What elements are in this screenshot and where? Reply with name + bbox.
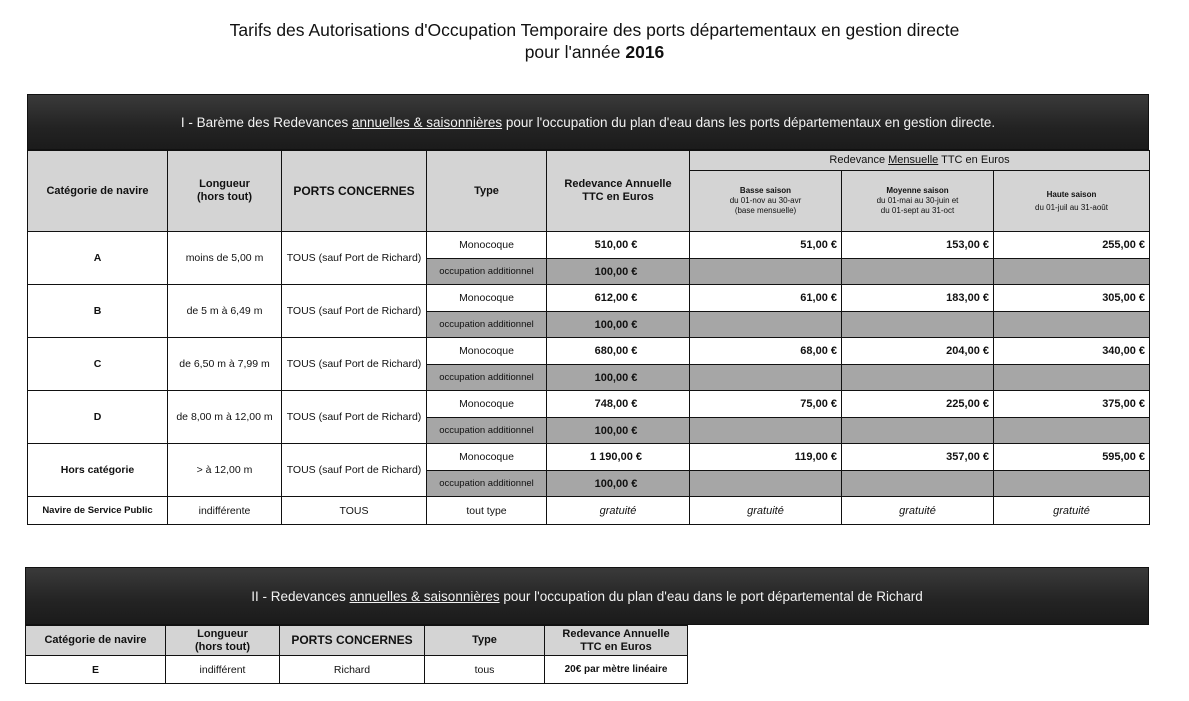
section2-banner — [25, 567, 1149, 625]
row-occ-empty — [994, 471, 1150, 497]
row-longueur: de 5 m à 6,49 m — [168, 285, 282, 338]
table-row — [28, 391, 1150, 418]
header-haute-l1: du 01-juil au 31-août — [1035, 202, 1108, 212]
section1-banner — [27, 94, 1149, 150]
s2-header-longueur-l2: (hors tout) — [195, 640, 250, 653]
row-haute: 595,00 € — [994, 444, 1150, 471]
row-basse: 68,00 € — [690, 338, 842, 365]
table-row — [28, 338, 1150, 365]
row-occ-type: occupation additionnel — [427, 312, 547, 338]
header-basse-title: Basse saison — [739, 186, 792, 195]
public-annuelle: gratuité — [547, 497, 690, 525]
header-mensuelle — [690, 151, 1150, 171]
row-annuelle: 748,00 € — [547, 391, 690, 418]
row-occ-type: occupation additionnel — [427, 365, 547, 391]
row-haute: 255,00 € — [994, 232, 1150, 259]
row-categorie: Hors catégorie — [28, 444, 168, 497]
s2-header-longueur — [166, 626, 280, 656]
public-longueur: indifférente — [168, 497, 282, 525]
row-occ-empty — [690, 259, 842, 285]
row-moyenne: 225,00 € — [842, 391, 994, 418]
header-moyenne-l1: du 01-mai au 30-juin et — [876, 196, 959, 205]
row-occ-empty — [690, 312, 842, 338]
row-ports: TOUS (sauf Port de Richard) — [282, 232, 427, 285]
s2-header-annuelle-l1: Redevance Annuelle — [562, 627, 670, 640]
header-annuelle-l1: Redevance Annuelle — [564, 178, 672, 190]
row-occ-type: occupation additionnel — [427, 418, 547, 444]
row-annuelle: 510,00 € — [547, 232, 690, 259]
row-type: Monocoque — [427, 285, 547, 312]
row-ports: TOUS (sauf Port de Richard) — [282, 338, 427, 391]
s2-header-ports: PORTS CONCERNES — [280, 626, 425, 656]
row-occ-empty — [994, 365, 1150, 391]
header-basse-l2: (base mensuelle) — [734, 206, 797, 215]
table-row-public — [28, 497, 1150, 525]
s2-row-ports: Richard — [280, 656, 425, 684]
section2-banner-suffix: pour l'occupation du plan d'eau dans le port départemental de Richard — [499, 588, 923, 604]
s2-row-categorie: E — [26, 656, 166, 684]
header-mensuelle-underlined: Mensuelle — [888, 154, 939, 166]
row-ports: TOUS (sauf Port de Richard) — [282, 285, 427, 338]
row-occ-type: occupation additionnel — [427, 259, 547, 285]
row-categorie: D — [28, 391, 168, 444]
s2-header-longueur-l1: Longueur — [197, 627, 248, 640]
row-occ-value: 100,00 € — [547, 259, 690, 285]
row-moyenne: 183,00 € — [842, 285, 994, 312]
public-basse: gratuité — [690, 497, 842, 525]
section1-banner-prefix: I - Barème des Redevances — [180, 114, 352, 130]
row-haute: 375,00 € — [994, 391, 1150, 418]
header-mensuelle-prefix: Redevance — [829, 154, 889, 166]
s2-header-annuelle — [545, 626, 688, 656]
public-ports: TOUS — [282, 497, 427, 525]
row-occ-empty — [994, 312, 1150, 338]
row-occ-value: 100,00 € — [547, 365, 690, 391]
page-title: Tarifs des Autorisations d'Occupation Temporaire des ports départementaux en gestion directe — [229, 20, 960, 40]
s2-row-longueur: indifférent — [166, 656, 280, 684]
row-categorie: C — [28, 338, 168, 391]
public-type: tout type — [427, 497, 547, 525]
row-longueur: moins de 5,00 m — [168, 232, 282, 285]
header-ports: PORTS CONCERNES — [282, 151, 427, 232]
row-ports: TOUS (sauf Port de Richard) — [282, 391, 427, 444]
header-moyenne-saison — [842, 171, 994, 232]
public-haute: gratuité — [994, 497, 1150, 525]
row-occ-empty — [842, 471, 994, 497]
row-occ-value: 100,00 € — [547, 312, 690, 338]
s2-row-annuelle: 20€ par mètre linéaire — [545, 656, 688, 684]
subtitle-year: 2016 — [625, 42, 665, 62]
row-occ-empty — [842, 259, 994, 285]
s2-header-type: Type — [425, 626, 545, 656]
row-type: Monocoque — [427, 444, 547, 471]
row-haute: 305,00 € — [994, 285, 1150, 312]
header-haute-saison — [994, 171, 1150, 232]
row-basse: 119,00 € — [690, 444, 842, 471]
row-occ-empty — [994, 259, 1150, 285]
row-moyenne: 204,00 € — [842, 338, 994, 365]
section1-banner-suffix: pour l'occupation du plan d'eau dans les ports départementaux en gestion directe. — [502, 114, 996, 130]
section2-banner-underlined: annuelles & saisonnières — [349, 588, 500, 604]
row-type: Monocoque — [427, 338, 547, 365]
row-occ-empty — [690, 471, 842, 497]
header-longueur-l2: (hors tout) — [197, 191, 252, 203]
header-annuelle — [547, 151, 690, 232]
public-moyenne: gratuité — [842, 497, 994, 525]
row-occ-empty — [842, 365, 994, 391]
row-type: Monocoque — [427, 232, 547, 259]
section1-banner-underlined: annuelles & saisonnières — [352, 114, 503, 130]
section2-table — [25, 625, 688, 684]
table-row — [28, 285, 1150, 312]
row-occ-empty — [994, 418, 1150, 444]
section2-banner-prefix: II - Redevances — [251, 588, 350, 604]
header-type: Type — [427, 151, 547, 232]
header-moyenne-l2: du 01-sept au 31-oct — [880, 206, 955, 215]
row-ports: TOUS (sauf Port de Richard) — [282, 444, 427, 497]
public-categorie: Navire de Service Public — [28, 497, 168, 525]
row-basse: 61,00 € — [690, 285, 842, 312]
row-occ-empty — [690, 365, 842, 391]
header-annuelle-l2: TTC en Euros — [582, 191, 654, 203]
row-type: Monocoque — [427, 391, 547, 418]
header-mensuelle-suffix: TTC en Euros — [938, 154, 1010, 166]
header-basse-l1: du 01-nov au 30-avr — [729, 196, 802, 205]
row-occ-value: 100,00 € — [547, 418, 690, 444]
section1-table — [27, 150, 1150, 525]
header-categorie: Catégorie de navire — [28, 151, 168, 232]
header-moyenne-title: Moyenne saison — [886, 186, 949, 195]
row-occ-empty — [842, 312, 994, 338]
row-moyenne: 357,00 € — [842, 444, 994, 471]
header-haute-title: Haute saison — [1046, 189, 1097, 199]
row-annuelle: 612,00 € — [547, 285, 690, 312]
row-longueur: > à 12,00 m — [168, 444, 282, 497]
row-occ-value: 100,00 € — [547, 471, 690, 497]
row-annuelle: 1 190,00 € — [547, 444, 690, 471]
row-occ-type: occupation additionnel — [427, 471, 547, 497]
header-longueur-l1: Longueur — [199, 178, 250, 190]
s2-row-type: tous — [425, 656, 545, 684]
table-row — [28, 232, 1150, 259]
row-categorie: A — [28, 232, 168, 285]
table-row — [26, 656, 688, 684]
row-annuelle: 680,00 € — [547, 338, 690, 365]
subtitle-prefix: pour l'année — [524, 42, 626, 62]
header-basse-saison — [690, 171, 842, 232]
row-occ-empty — [842, 418, 994, 444]
s2-header-annuelle-l2: TTC en Euros — [580, 640, 652, 653]
row-longueur: de 6,50 m à 7,99 m — [168, 338, 282, 391]
row-longueur: de 8,00 m à 12,00 m — [168, 391, 282, 444]
row-moyenne: 153,00 € — [842, 232, 994, 259]
header-longueur — [168, 151, 282, 232]
page-subtitle — [0, 41, 1189, 63]
s2-header-categorie: Catégorie de navire — [26, 626, 166, 656]
table-row — [28, 444, 1150, 471]
row-basse: 75,00 € — [690, 391, 842, 418]
row-occ-empty — [690, 418, 842, 444]
row-basse: 51,00 € — [690, 232, 842, 259]
row-haute: 340,00 € — [994, 338, 1150, 365]
row-categorie: B — [28, 285, 168, 338]
